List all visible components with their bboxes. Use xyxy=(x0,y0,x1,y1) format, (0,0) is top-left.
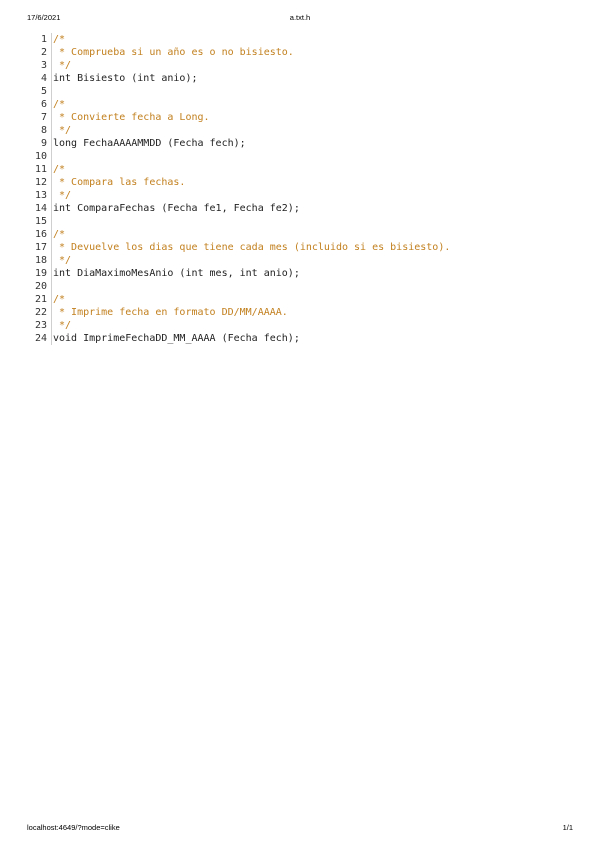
line-number: 23 xyxy=(34,320,47,331)
code-line xyxy=(53,280,450,293)
line-number: 1 xyxy=(40,34,47,45)
comment-line: /* xyxy=(53,34,66,45)
code-line: void ImprimeFechaDD_MM_AAAA (Fecha fech); xyxy=(53,333,300,344)
comment-line: */ xyxy=(53,255,72,266)
line-number: 5 xyxy=(40,86,47,97)
line-number: 22 xyxy=(34,307,47,318)
code-listing xyxy=(27,33,450,345)
print-date: 17/6/2021 xyxy=(27,13,61,22)
line-number: 21 xyxy=(34,294,47,305)
line-number: 18 xyxy=(34,255,47,266)
comment-line: * Convierte fecha a Long. xyxy=(53,112,210,123)
line-number: 19 xyxy=(34,268,47,279)
line-number: 12 xyxy=(34,177,47,188)
page-number: 1/1 xyxy=(562,823,573,832)
line-number: 6 xyxy=(40,99,47,110)
line-number: 14 xyxy=(34,203,47,214)
page-url: localhost:4649/?mode=clike xyxy=(27,823,120,832)
code-line: long FechaAAAAMMDD (Fecha fech); xyxy=(53,138,246,149)
line-number: 9 xyxy=(40,138,47,149)
print-header xyxy=(27,13,573,25)
line-number: 13 xyxy=(34,190,47,201)
line-number: 11 xyxy=(34,164,47,175)
comment-line: /* xyxy=(53,99,66,110)
comment-line: /* xyxy=(53,229,66,240)
code-line xyxy=(53,215,450,228)
line-number: 16 xyxy=(34,229,47,240)
line-number-gutter xyxy=(27,33,52,345)
line-number: 20 xyxy=(34,281,47,292)
print-footer xyxy=(27,823,573,835)
line-number: 15 xyxy=(34,216,47,227)
document-title: a.txt.h xyxy=(289,13,311,22)
code-line xyxy=(53,150,450,163)
line-number: 2 xyxy=(40,47,47,58)
line-number: 17 xyxy=(34,242,47,253)
code-line xyxy=(53,85,450,98)
code-line: int Bisiesto (int anio); xyxy=(53,73,198,84)
line-number: 10 xyxy=(34,151,47,162)
comment-line: /* xyxy=(53,164,66,175)
line-number: 8 xyxy=(40,125,47,136)
comment-line: */ xyxy=(53,320,72,331)
comment-line: * Comprueba si un año es o no bisiesto. xyxy=(53,47,294,58)
comment-line: */ xyxy=(53,190,72,201)
code-line: int DiaMaximoMesAnio (int mes, int anio); xyxy=(53,268,300,279)
comment-line: * Imprime fecha en formato DD/MM/AAAA. xyxy=(53,307,288,318)
comment-line: */ xyxy=(53,125,72,136)
comment-line: */ xyxy=(53,60,72,71)
line-number: 4 xyxy=(40,73,47,84)
line-number: 3 xyxy=(40,60,47,71)
code-body xyxy=(52,33,450,345)
line-number: 24 xyxy=(34,333,47,344)
code-line: int ComparaFechas (Fecha fe1, Fecha fe2); xyxy=(53,203,300,214)
line-number: 7 xyxy=(40,112,47,123)
comment-line: * Compara las fechas. xyxy=(53,177,186,188)
comment-line: * Devuelve los dias que tiene cada mes (incluido si es bisiesto). xyxy=(53,242,451,253)
comment-line: /* xyxy=(53,294,66,305)
